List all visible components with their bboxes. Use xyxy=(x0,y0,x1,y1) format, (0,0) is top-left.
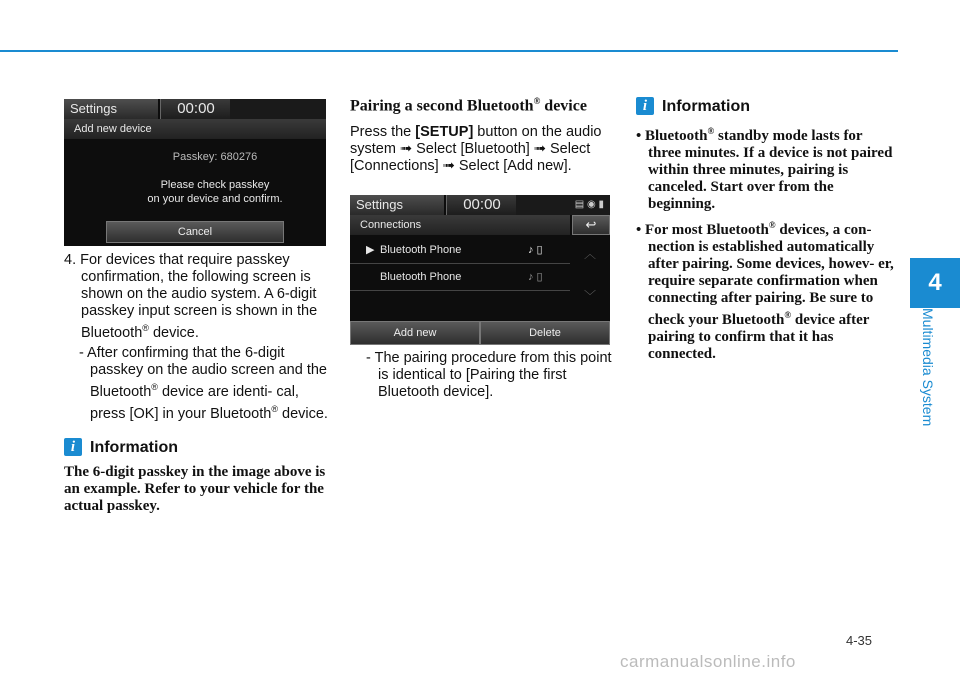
status-icons: ▤ ◉ ▮ xyxy=(516,195,610,215)
screen-subtitle: Add new device xyxy=(64,119,326,139)
passkey-message-1: Please check passkey xyxy=(160,179,270,191)
device-row-1[interactable]: ▶ Bluetooth Phone ♪ ▯ xyxy=(350,237,570,264)
step-4: 4. For devices that require passkey confirmation, the following screen is shown on the audio system. A 6-digit passkey input screen is shown in the Bluetooth® device. xyxy=(64,252,318,341)
connections-screen xyxy=(350,195,610,345)
pairing-note: - The pairing procedure from this point is identical to [Pairing the first Bluetooth device]. xyxy=(366,350,612,400)
music-phone-icon: ♪ ▯ xyxy=(528,244,543,256)
screen-clock: 00:00 xyxy=(160,99,232,119)
music-phone-icon: ♪ ▯ xyxy=(528,271,543,283)
play-icon: ▶ xyxy=(366,244,375,256)
page-number: 4-35 xyxy=(846,633,873,648)
screen-clock: 00:00 xyxy=(446,195,518,215)
info-heading: i Information xyxy=(636,97,898,115)
setup-instructions: Press the [SETUP] button on the audio system ➟ Select [Bluetooth] ➟ Select [Connections] ➟ Select [Add new]. xyxy=(350,124,602,175)
screen-subtitle: Connections xyxy=(350,215,570,235)
watermark: carmanualsonline.info xyxy=(620,652,796,671)
passkey-screen xyxy=(64,99,326,246)
screen-title: Settings xyxy=(350,195,444,215)
column-2 xyxy=(350,93,612,175)
back-button[interactable]: ↩ xyxy=(572,215,610,235)
section-tab: 4 xyxy=(910,258,960,308)
add-new-button[interactable]: Add new xyxy=(350,321,480,345)
info-icon: i xyxy=(64,438,82,456)
step-4-sub: - After confirming that the 6-digit passkey on the audio screen and the Bluetooth® device are identi- cal, press [OK] in your Bluetooth® device. xyxy=(79,344,328,422)
passkey-message-2: on your device and confirm. xyxy=(147,193,283,205)
scroll-up-icon[interactable]: ︿ xyxy=(583,247,596,261)
info-bullet-1: • Bluetooth® standby mode lasts for three minutes. If a device is not paired within three minutes, pairing is canceled. Start over from the beginning. xyxy=(636,126,893,212)
info-heading: i Information xyxy=(64,438,328,456)
column-3 xyxy=(636,97,898,363)
header-rule xyxy=(0,50,898,52)
column-1 xyxy=(64,252,328,515)
device-row-2[interactable]: Bluetooth Phone ♪ ▯ xyxy=(350,264,570,291)
section-heading: Pairing a second Bluetooth® device xyxy=(350,96,587,115)
delete-button[interactable]: Delete xyxy=(480,321,610,345)
cancel-button[interactable]: Cancel xyxy=(106,221,284,243)
info-note: The 6-digit passkey in the image above is an example. Refer to your vehicle for the actual passkey. xyxy=(64,464,326,515)
scroll-down-icon[interactable]: ﹀ xyxy=(583,289,596,303)
screen-title: Settings xyxy=(64,99,158,119)
section-title: Multimedia System xyxy=(920,308,936,427)
passkey-value: Passkey: 680276 xyxy=(172,151,258,163)
info-icon: i xyxy=(636,97,654,115)
info-bullet-2: • For most Bluetooth® devices, a con- nection is established automatically after pairing. Some devices, howev- er, require separate confirmation when connecting after pairing. Be sure to check your Bluetooth® device after pairing to confirm that it has connected. xyxy=(636,220,894,362)
